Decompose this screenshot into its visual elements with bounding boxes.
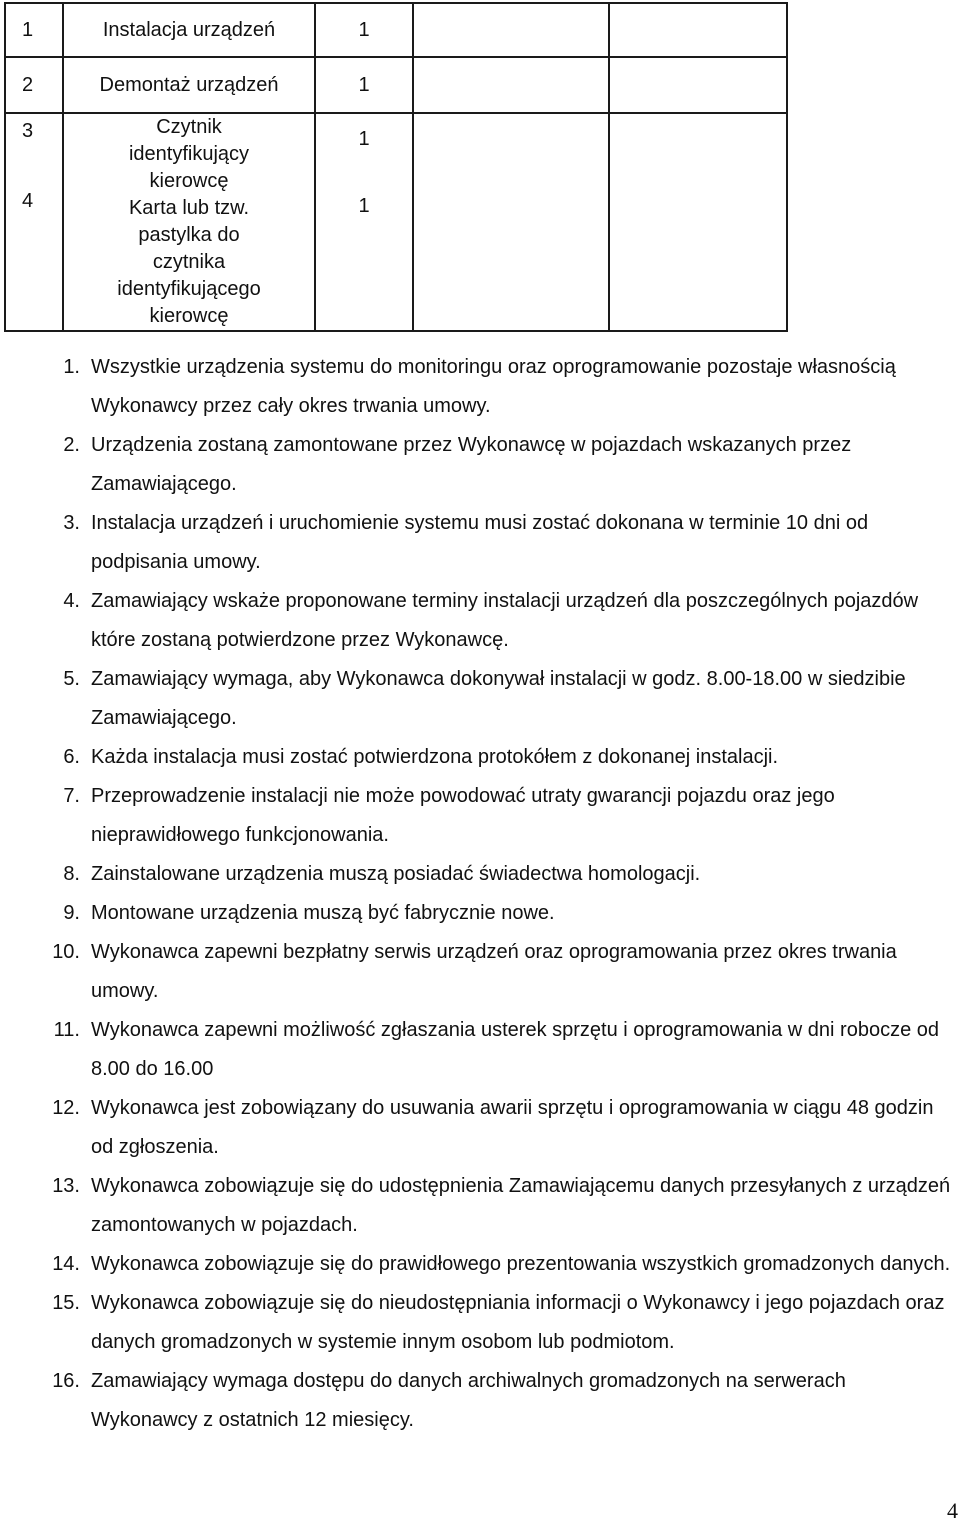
empty-cell [609, 57, 787, 113]
list-item-text: Wszystkie urządzenia systemu do monitoringu oraz oprogramowanie pozostaje własnością Wykonawcy przez cały okres trwania umowy. [91, 356, 896, 417]
empty-cell [413, 113, 609, 331]
list-item-number: 5. [63, 668, 80, 690]
list-item [0, 504, 960, 582]
list-item-number: 2. [63, 434, 80, 456]
list-item [0, 1284, 960, 1362]
list-item [0, 1245, 960, 1284]
list-item-text: Zamawiający wymaga, aby Wykonawca dokonywał instalacji w godz. 8.00-18.00 w siedzibie Zamawiającego. [91, 668, 906, 729]
empty-cell [413, 3, 609, 57]
list-item [0, 1167, 960, 1245]
list-item-number: 13. [52, 1175, 80, 1197]
item-name: Demontaż urządzeń [63, 57, 315, 113]
list-item [0, 855, 960, 894]
table-row [5, 57, 787, 113]
item-name: Instalacja urządzeń [63, 3, 315, 57]
table-row [5, 3, 787, 57]
items-table [4, 2, 788, 332]
list-item-text: Wykonawca zapewni bezpłatny serwis urządzeń oraz oprogramowania przez okres trwania umowy. [91, 941, 897, 1002]
list-item-number: 3. [63, 512, 80, 534]
list-item [0, 1011, 960, 1089]
list-item [0, 582, 960, 660]
item-quantity: 1 [315, 3, 413, 57]
list-item-number: 10. [52, 941, 80, 963]
row-number: 4 [22, 190, 34, 212]
list-item-text: Przeprowadzenie instalacji nie może powodować utraty gwarancji pojazdu oraz jego nieprawidłowego funkcjonowania. [91, 785, 835, 846]
row-number: 1 [5, 3, 63, 57]
list-item-text: Zamawiający wymaga dostępu do danych archiwalnych gromadzonych na serwerach Wykonawcy z ostatnich 12 miesięcy. [91, 1370, 846, 1431]
list-item-text: Wykonawca jest zobowiązany do usuwania awarii sprzętu i oprogramowania w ciągu 48 godzin od zgłoszenia. [91, 1097, 934, 1158]
row-number: 3 [22, 120, 34, 142]
list-item-number: 1. [63, 356, 80, 378]
list-item-text: Urządzenia zostaną zamontowane przez Wykonawcę w pojazdach wskazanych przez Zamawiającego. [91, 434, 852, 495]
table-row [5, 113, 787, 331]
list-item [0, 426, 960, 504]
row-number: 2 [5, 57, 63, 113]
list-item-number: 7. [63, 785, 80, 807]
requirements-list [0, 348, 960, 1440]
item-quantity-group [315, 113, 413, 331]
list-item-text: Instalacja urządzeń i uruchomienie systemu musi zostać dokonana w terminie 10 dni od podpisania umowy. [91, 512, 869, 573]
list-item-number: 8. [63, 863, 80, 885]
list-item-number: 15. [52, 1292, 80, 1314]
list-item-text: Wykonawca zobowiązuje się do prawidłowego prezentowania wszystkich gromadzonych danych. [91, 1253, 951, 1275]
list-item-number: 9. [63, 902, 80, 924]
list-item-text: Wykonawca zobowiązuje się do udostępnienia Zamawiającemu danych przesyłanych z urządzeń zamontowanych w pojazdach. [91, 1175, 951, 1236]
item-name: Karta lub tzw. pastylka do czytnika identyfikującego kierowcę [117, 197, 261, 327]
list-item-number: 12. [52, 1097, 80, 1119]
list-item-text: Każda instalacja musi zostać potwierdzona protokółem z dokonanej instalacji. [91, 746, 779, 768]
empty-cell [413, 57, 609, 113]
list-item [0, 894, 960, 933]
list-item [0, 348, 960, 426]
list-item [0, 777, 960, 855]
empty-cell [609, 113, 787, 331]
row-number-group [5, 113, 63, 331]
item-quantity: 1 [358, 195, 370, 217]
list-item-text: Wykonawca zobowiązuje się do nieudostępniania informacji o Wykonawcy i jego pojazdach oraz danych gromadzonych w systemie innym osobom lub podmiotom. [91, 1292, 945, 1353]
list-item [0, 933, 960, 1011]
item-quantity: 1 [315, 57, 413, 113]
item-name: Czytnik identyfikujący kierowcę [128, 116, 250, 192]
list-item-text: Zainstalowane urządzenia muszą posiadać świadectwa homologacji. [91, 863, 701, 885]
list-item [0, 1362, 960, 1440]
list-item-number: 14. [52, 1253, 80, 1275]
empty-cell [609, 3, 787, 57]
list-item-text: Montowane urządzenia muszą być fabrycznie nowe. [91, 902, 555, 924]
list-item-number: 4. [63, 590, 80, 612]
page-number: 4 [947, 1498, 958, 1523]
list-item [0, 738, 960, 777]
item-name-group [63, 113, 315, 331]
list-item-number: 16. [52, 1370, 80, 1392]
list-item-number: 11. [53, 1019, 80, 1041]
list-item-text: Wykonawca zapewni możliwość zgłaszania usterek sprzętu i oprogramowania w dni robocze od 8.00 do 16.00 [91, 1019, 939, 1080]
list-item [0, 660, 960, 738]
list-item-text: Zamawiający wskaże proponowane terminy instalacji urządzeń dla poszczególnych pojazdów które zostaną potwierdzone przez Wykonawcę. [91, 590, 919, 651]
list-item-number: 6. [63, 746, 80, 768]
list-item [0, 1089, 960, 1167]
item-quantity: 1 [358, 128, 370, 150]
